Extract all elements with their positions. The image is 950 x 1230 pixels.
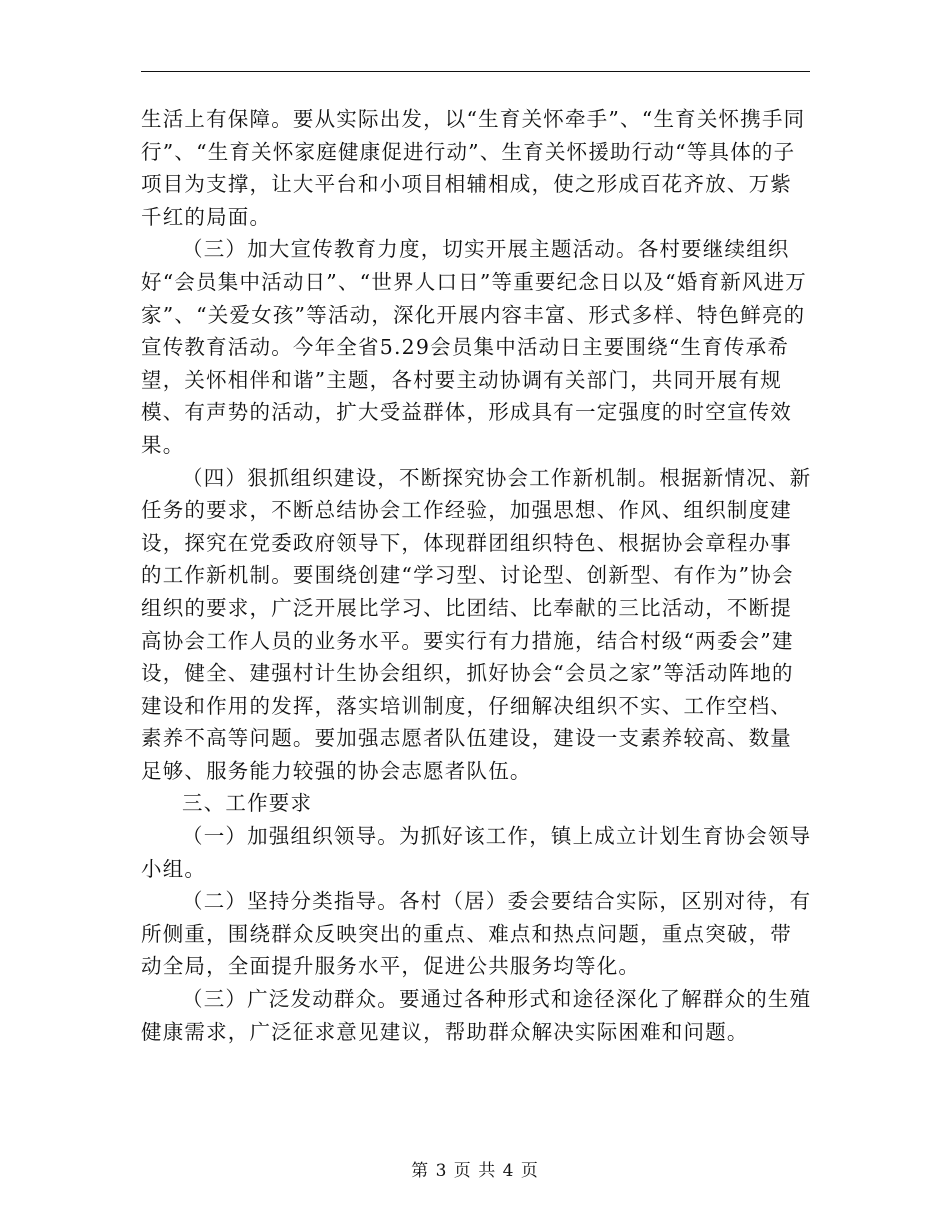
paragraph-7: （三）广泛发动群众。要通过各种形式和途径深化了解群众的生殖健康需求，广泛征求意见建议，帮助群众解决实际困难和问题。 [141, 987, 812, 1044]
header-rule [141, 71, 810, 72]
paragraph-3: （四）狠抓组织建设，不断探究协会工作新机制。根据新情况、新任务的要求，不断总结协会工作经验，加强思想、作风、组织制度建设，探究在党委政府领导下，体现群团组织特色、根据协会章程办事的工作新机制。要围绕创建“学习型、讨论型、创新型、有作为”协会组织的要求，广泛开展比学习、比团结、比奉献的三比活动，不断提高协会工作人员的业务水平。要实行有力措施，结合村级“两委会”建设，健全、建强村计生协会组织，抓好协会“会员之家”等活动阵地的建设和作用的发挥，落实培训制度，仔细解决组织不实、工作空档、素养不高等问题。要加强志愿者队伍建设，建设一支素养较高、数量足够、服务能力较强的协会志愿者队伍。 [141, 465, 812, 783]
page-number: 第 3 页 共 4 页 [411, 1161, 539, 1181]
document-body [141, 103, 813, 1048]
section-heading: 三、工作要求 [182, 791, 313, 816]
paragraph-5: （一）加强组织领导。为抓好该工作，镇上成立计划生育协会领导小组。 [141, 824, 812, 881]
paragraph-2: （三）加大宣传教育力度，切实开展主题活动。各村要继续组织好“会员集中活动日”、“世界人口日”等重要纪念日以及“婚育新风进万家”、“关爱女孩”等活动，深化开展内容丰富、形式多样、特色鲜亮的宣传教育活动。今年全省5.29会员集中活动日主要围绕“生育传承希望，关怀相伴和谐”主题，各村要主动协调有关部门，共同开展有规模、有声势的活动，扩大受益群体，形成具有一定强度的时空宣传效果。 [141, 237, 807, 457]
paragraph-6: （二）坚持分类指导。各村（居）委会要结合实际，区别对待，有所侧重，围绕群众反映突出的重点、难点和热点问题，重点突破，带动全局，全面提升服务水平，促进公共服务均等化。 [141, 889, 812, 979]
paragraph-1: 生活上有保障。要从实际出发，以“生育关怀牵手”、“生育关怀携手同行”、“生育关怀家庭健康促进行动”、生育关怀援助行动“等具体的子项目为支撑，让大平台和小项目相辅相成，使之形成百花齐放、万紫千红的局面。 [141, 107, 806, 229]
